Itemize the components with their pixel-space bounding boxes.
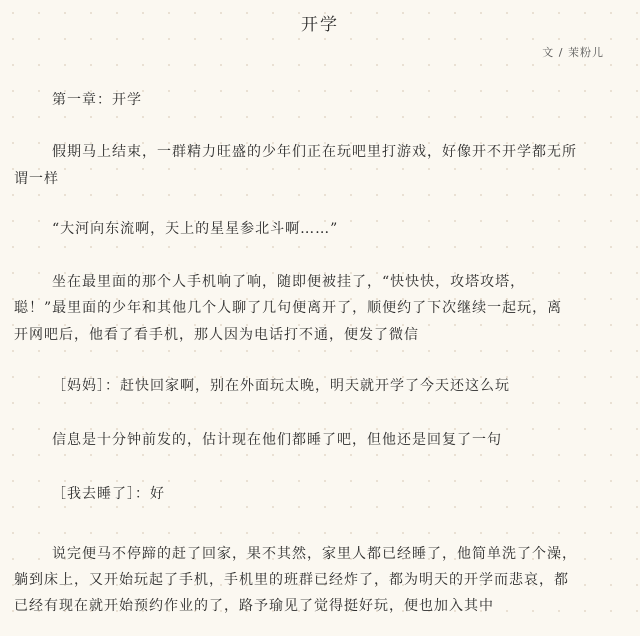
paragraph-line: ［我去睡了］：好 bbox=[52, 486, 165, 502]
paragraph-line: 信息是十分钟前发的，估计现在他们都睡了吧，但他还是回复了一句 bbox=[52, 432, 502, 448]
paragraph-line: 坐在最里面的那个人手机响了响，随即便被挂了，“快快快，攻塔攻塔， bbox=[52, 274, 526, 290]
paragraph-line: 聪！”最里面的少年和其他几个人聊了几句便离开了，顺便约了下次继续一起玩，离 bbox=[14, 300, 563, 316]
paragraph-line: 假期马上结束，一群精力旺盛的少年们正在玩吧里打游戏，好像开不开学都无所 bbox=[52, 144, 577, 160]
paragraph-line: 开网吧后，他看了看手机，那人因为电话打不通，便发了微信 bbox=[14, 327, 419, 343]
document-title: 开学 bbox=[301, 15, 339, 35]
paragraph-line: 说完便马不停蹄的赶了回家，果不其然，家里人都已经睡了，他简单洗了个澡， bbox=[52, 546, 577, 562]
paragraph-line: 谓一样 bbox=[14, 171, 59, 187]
paragraph-line: 躺到床上，又开始玩起了手机，手机里的班群已经炸了，都为明天的开学而悲哀，都 bbox=[14, 572, 569, 588]
paragraph-line: “大河向东流啊，天上的星星参北斗啊……” bbox=[52, 221, 339, 237]
paragraph-line: ［妈妈］：赶快回家啊，别在外面玩太晚，明天就开学了今天还这么玩 bbox=[52, 378, 510, 394]
author-line: 文 / 茉粉儿 bbox=[542, 46, 604, 59]
paragraph-line: 已经有现在就开始预约作业的了，路予瑜见了觉得挺好玩，便也加入其中 bbox=[14, 598, 494, 614]
chapter-heading: 第一章：开学 bbox=[52, 92, 142, 108]
